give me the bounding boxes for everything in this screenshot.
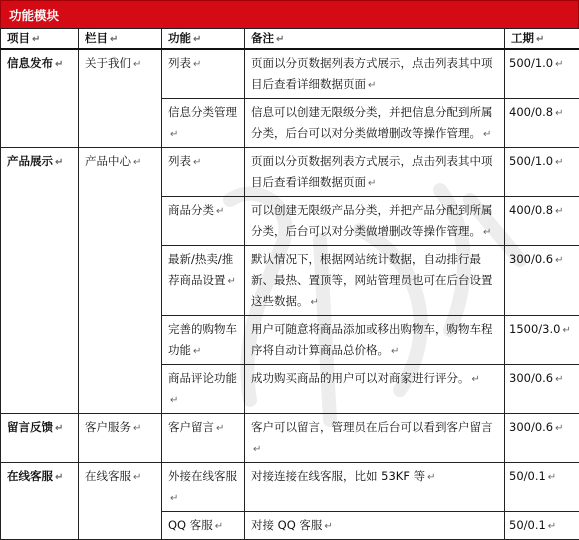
cell-period: 50/0.1 ↵ [505,463,579,512]
cell-function: 商品评论功能↵ [162,365,245,414]
table-row [1,148,579,197]
cell-note: 成功购买商品的用户可以对商家进行评分。 ↵ [245,365,505,414]
module-title-bar [0,0,579,29]
cell-function: QQ 客服 ↵ [162,512,245,540]
cell-period: 300/0.6 ↵ [505,246,579,316]
cell-column: 客户服务 ↵ [79,414,162,463]
cell-period: 300/0.6 ↵ [505,365,579,414]
cell-note: 可以创建无限级产品分类，并把产品分配到所属分类，后台可以对分类做增删改等操作管理。 ↵ [245,197,505,246]
cell-note: 客户可以留言，管理员在后台可以看到客户留言↵ [245,414,505,463]
feature-table [0,28,579,540]
cell-period: 500/1.0 ↵ [505,49,579,99]
header-note: 备注 ↵ [245,29,505,50]
table-row [1,414,579,463]
cell-note: 页面以分页数据列表方式展示，点击列表其中项目后查看详细数据页面 ↵ [245,148,505,197]
cell-project: 在线客服 ↵ [1,463,79,540]
cell-note: 对接 QQ 客服 ↵ [245,512,505,540]
cell-note: 信息可以创建无限级分类，并把信息分配到所属分类，后台可以对分类做增删改等操作管理。 ↵ [245,99,505,148]
cell-function: 信息分类管理↵ [162,99,245,148]
header-period: 工期 ↵ [505,29,579,50]
table-header-row [1,29,579,50]
cell-function: 列表 ↵ [162,148,245,197]
cell-period: 500/1.0 ↵ [505,148,579,197]
cell-note: 页面以分页数据列表方式展示，点击列表其中项目后查看详细数据页面 ↵ [245,49,505,99]
cell-note: 默认情况下，根据网站统计数据，自动排行最新、最热、置顶等，网站管理员也可在后台设置这些数据。 ↵ [245,246,505,316]
cell-column: 在线客服 ↵ [79,463,162,540]
cell-note: 用户可随意将商品添加或移出购物车，购物车程序将自动计算商品总价格。 ↵ [245,316,505,365]
cell-function: 商品分类 ↵ [162,197,245,246]
header-function: 功能 ↵ [162,29,245,50]
cell-function: 最新/热卖/推荐商品设置 ↵ [162,246,245,316]
table-row [1,463,579,512]
cell-function: 列表 ↵ [162,49,245,99]
cell-period: 1500/3.0 ↵ [505,316,579,365]
cell-function: 客户留言 ↵ [162,414,245,463]
header-column: 栏目 ↵ [79,29,162,50]
module-title: 功能模块 [9,6,59,24]
table-row [1,49,579,99]
cell-column: 关于我们 ↵ [79,49,162,148]
header-project: 项目 ↵ [1,29,79,50]
cell-period: 300/0.6 ↵ [505,414,579,463]
cell-function: 外接在线客服↵ [162,463,245,512]
cell-project: 信息发布 ↵ [1,49,79,148]
cell-period: 400/0.8 ↵ [505,99,579,148]
cell-period: 50/0.1 ↵ [505,512,579,540]
cell-period: 400/0.8 ↵ [505,197,579,246]
cell-project: 产品展示 ↵ [1,148,79,414]
cell-function: 完善的购物车功能 ↵ [162,316,245,365]
cell-note: 对接连接在线客服，比如 53KF 等 ↵ [245,463,505,512]
cell-column: 产品中心 ↵ [79,148,162,414]
cell-project: 留言反馈 ↵ [1,414,79,463]
